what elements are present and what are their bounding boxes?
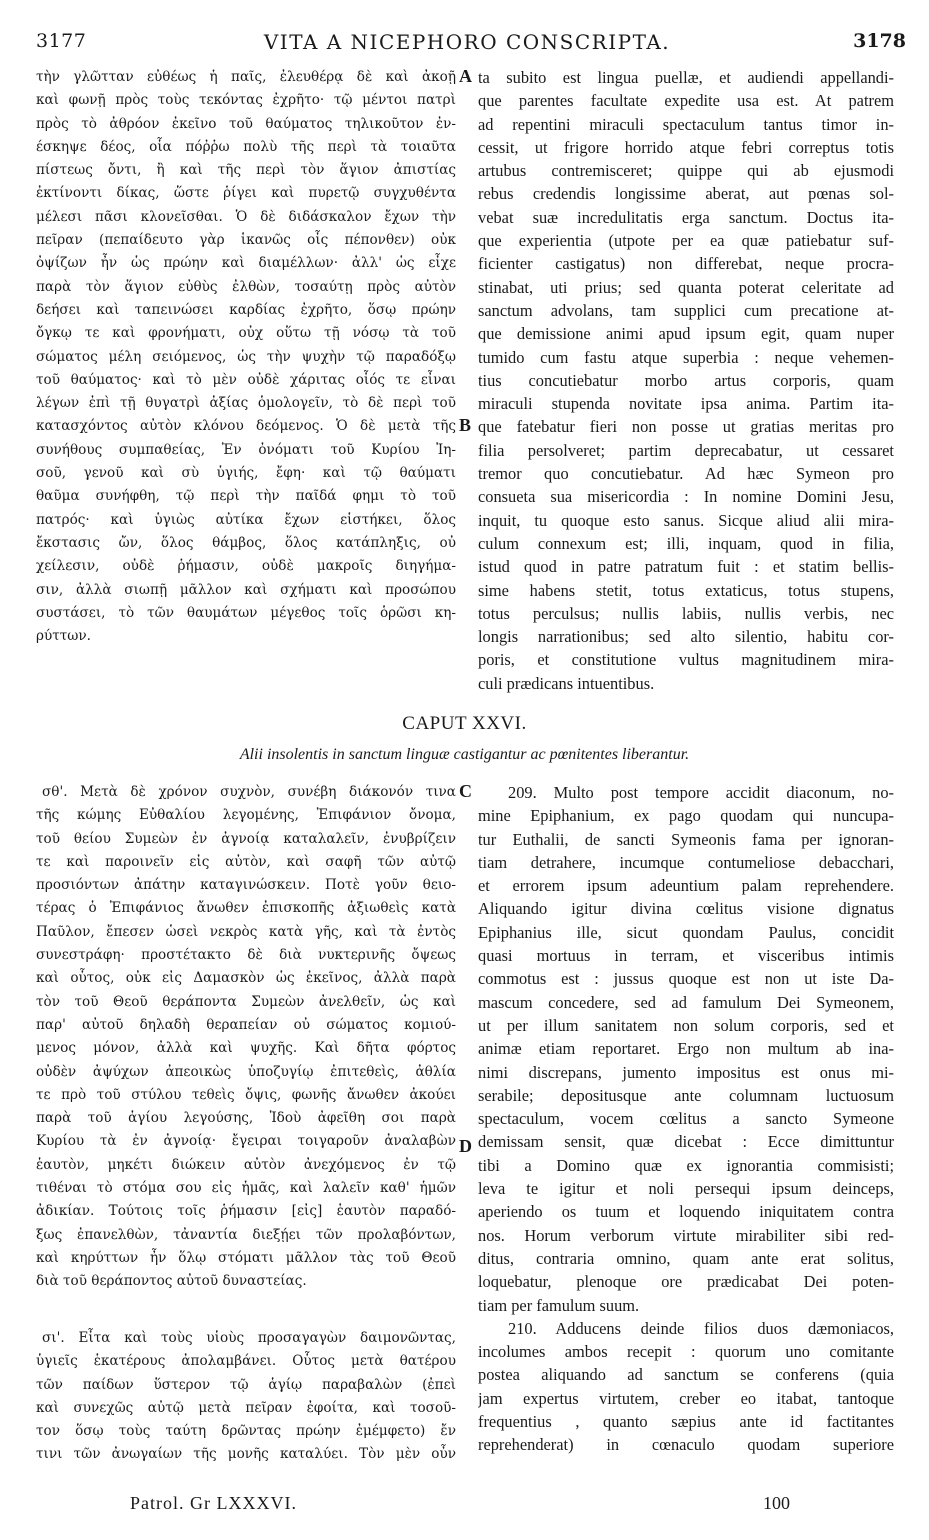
text-line: πεῖραν (πεπαίδευτο γὰρ ἱκανῶς οἷς πέπονθεν) οὐκ — [36, 232, 456, 249]
running-header — [28, 30, 906, 64]
text-line: Κυρίου τὰ ἐν ἀγνοίᾳ· ἔγειραι τοιγαροῦν ἀναλαβὼν — [36, 1133, 456, 1150]
text-line: σι'. Εἶτα καὶ τοὺς υἱοὺς προσαγαγὼν δαιμονῶντας, — [42, 1330, 456, 1346]
text-line: consueta sua misericordia : In nomine Domini Jesu, — [478, 487, 894, 507]
text-line: ρύττων. — [36, 628, 91, 645]
text-line: οὐδὲν ἀψύχων ἀπεοικὼς ὑποζυγίῳ ἐπιτεθεὶς, ἀθλία — [36, 1063, 456, 1080]
text-line: loquebatur, plenoque ore prædicabat Dei poten- — [478, 1272, 894, 1292]
text-line: καὶ κηρύττων ἦν ὅλῳ στόματι μᾶλλον τὰς τοῦ Θεοῦ — [36, 1249, 456, 1266]
text-line: mine Epiphanium, ex pago quodam qui nuncupa- — [478, 806, 894, 826]
text-line: tiam per famulum suum. — [478, 1295, 640, 1315]
chapter-heading: CAPUT XXVI. — [402, 713, 527, 734]
text-line: τινι τῶν ἀνωγαίων τῆς μονῆς καταλύει. Τὸν μὲν οὖν — [36, 1446, 456, 1463]
text-line: συστάσει, τὸ τῶν θαυμάτων μέγεθος τοῖς ὁρῶσι κη- — [36, 604, 456, 621]
text-line: παρ' αὐτοῦ δηλαδὴ θεραπείαν οὐ σώματος κομιού- — [36, 1016, 456, 1033]
text-line: πίστεως ὄντι, ἢ καὶ τῆς περὶ τὸν ἅγιον ἀπιστίας — [36, 162, 456, 179]
text-line: ficienter castigatus) non differebat, neque procra- — [478, 254, 894, 274]
text-line: miraculi stupenda novitate ipsa anima. Partim ita- — [478, 394, 894, 414]
text-line: παρὰ τοῦ ἁγίου λεγούσης, Ἰδοὺ ἀφεῖθη σοι παρὰ — [36, 1110, 456, 1127]
text-line: longis narrationibus; sed alto silentio, habitu cor- — [478, 627, 894, 647]
text-line: ἀδικίαν. Τούτοις τοῖς ῥήμασιν [εἰς] ἑαυτὸν παραδό- — [36, 1203, 456, 1220]
text-line: ἑαυτὸν, μηκέτι διώκειν αὐτὸν ἀνεχόμενος ἐν τῷ — [36, 1156, 456, 1173]
text-line: leva te igitur et noli persequi ipsum deinceps, — [478, 1179, 894, 1199]
text-line: τε πρὸ τοῦ στύλου τεθεὶς ὄψις, φωνῆς ἄνωθεν ἀκούει — [36, 1086, 456, 1103]
text-line: σιν, ἀλλὰ σιωπῇ μᾶλλον καὶ σχήματι καὶ προσώπου — [36, 581, 456, 598]
text-line: διὰ τοῦ θεράποντος αὐτοῦ δυναστείας. — [36, 1273, 307, 1290]
text-line: λέγων ἐπὶ τῇ θυγατρὶ ἀξίας ὁμολογεῖν, τὸ δὲ περὶ τοῦ — [36, 395, 456, 412]
text-line: et errorem ipsum adeuntium palam reprehendere. — [478, 876, 894, 896]
text-line: que fatebatur fieri non posse ut gratias meritas pro — [478, 417, 894, 437]
text-line: tiam detrahere, incumque contumeliose debacchari, — [478, 852, 894, 872]
right-column-number: 3178 — [853, 30, 906, 52]
text-line: tumido cum fastu atque superbia : neque vehemen- — [478, 347, 894, 367]
text-line: serabile; depositusque ante columnam luctuosum — [478, 1085, 894, 1105]
text-line: sime habens stetit, totus extaticus, totus stupens, — [478, 580, 894, 600]
text-line: τέρας ὁ Ἐπιφάνιος ἄνωθεν ἐπισκοπῆς ἀξιωθεὶς κατὰ — [36, 900, 456, 917]
margin-marker-b: B — [459, 415, 472, 435]
text-line: demissam sensit, quæ dicebat : Ecce dimittuntur — [478, 1132, 894, 1152]
text-line: τοῦ θαύματος· καὶ τὸ μὲν οὐδὲ χάριτας οἷός τε εἶναι — [36, 371, 456, 388]
text-line: istud quod in patre patratum fuit : et statim bellis- — [478, 557, 894, 577]
latin-column-bottom — [478, 781, 894, 1457]
text-line: ξως ἐπανελθὼν, τἀναντία διεξῄει τῶν προλαβόντων, — [36, 1226, 456, 1243]
text-line: artubus contremisceret; quippe qui ab ejusmodi — [478, 161, 894, 181]
text-line: frequentius , quanto sæpius ante id factitantes — [478, 1412, 894, 1432]
text-line: ὄγκῳ τε καὶ φρονήματι, οὐχ οὕτω τῇ νόσῳ τὰ τοῦ — [36, 325, 456, 342]
text-line: que parentes facultate expedite usa est. At patrem — [478, 91, 894, 111]
text-line: καὶ φωνῇ πρὸς τοὺς τεκόντας ἐχρῆτο· τῷ μέντοι πατρὶ — [36, 92, 456, 109]
text-line: 209. Multo post tempore accidit diaconum, no- — [508, 783, 894, 802]
margin-marker-d: D — [459, 1136, 472, 1156]
text-line: inquit, tu quoque esto sanus. Sicque aliud alii mira- — [478, 510, 894, 530]
latin-column-top — [478, 66, 894, 695]
text-line: stinabat, uti prius; sed quanta poterat celeritate ad — [478, 277, 894, 297]
text-line: Epiphanius ille, sicut quondam Paulus, concidit — [478, 922, 894, 942]
text-line: ditus, contraria omnino, quam ante erat solitus, — [478, 1248, 894, 1268]
text-line: δεήσει καὶ ταπεινώσει καρδίας ἐχρῆτο, ὅσῳ πρώην — [36, 301, 456, 318]
text-line: filia persolveret; partim deprecabatur, ut cessaret — [478, 440, 894, 460]
text-line: σώματος μέλη σειόμενος, ὡς τὴν ψυχὴν τῷ παραδόξῳ — [36, 348, 456, 365]
text-line: έσκηψε δέος, οἷα πόῤῥω πολὺ τῆς περὶ τὰ τοιαῦτα — [36, 138, 456, 155]
text-line: culi prædicans intuentibus. — [478, 673, 655, 693]
text-line: θαῦμα συνήφθη, τῷ περὶ τὴν παῖδά φημι τὸ τοῦ — [36, 488, 456, 505]
text-line: tremor quo concutiebatur. Ad hæc Symeon pro — [478, 464, 894, 484]
text-line: vebat suæ incredulitatis erga sanctum. Doctus ita- — [478, 207, 894, 227]
text-line: Aliquando igitur divina cœlitus visione dignatus — [478, 899, 894, 919]
text-line: mascum concedere, sed ad famulum Dei Symeonem, — [478, 992, 894, 1012]
text-line: tibi a Domino quæ ex ignorantia commisisti; — [478, 1155, 894, 1175]
text-line: τῶν παίδων ὕστερον τῷ ἁγίῳ παραβαλὼν (ἐπεὶ — [36, 1376, 456, 1393]
text-line: χείλεσιν, οὐδὲ ῥήμασιν, οὐδὲ μακροῖς διηγήμα- — [36, 558, 456, 575]
text-line: ad repentini miraculi spectaculum tantus timor in- — [478, 114, 894, 134]
text-line: spectaculum, vocem cœlitus a sancto Symeone — [478, 1109, 894, 1129]
margin-marker-c: C — [459, 781, 472, 801]
text-line: σθ'. Μετὰ δὲ χρόνον συχνὸν, συνέβη διάκονόν τινα — [42, 784, 456, 800]
margin-marker-a: A — [459, 66, 472, 86]
text-line: que demissione animi apud ipsum egit, quam nuper — [478, 324, 894, 344]
text-line: τε καὶ παροινεῖν εἰς αὐτὸν, καὶ σαφῆ τῶν αὐτῷ — [36, 853, 456, 870]
footer-page-number: 100 — [763, 1493, 790, 1513]
text-line: Παῦλον, ἔπεσεν ὡσεὶ νεκρὸς κατὰ γῆς, καὶ τὰ ἐντὸς — [36, 923, 456, 940]
text-line: tius concutiebatur morbo artus corporis, quam — [478, 370, 894, 390]
text-line: συνήθους συμπαθείας, Ἐν ὀνόματι τοῦ Κυρίου Ἰη- — [36, 441, 456, 458]
text-line: jam expertus virtutem, creber eo itabat, tantoque — [478, 1388, 894, 1408]
text-line: σοῦ, γενοῦ καὶ σὺ ὑγιής, ἔφη· καὶ τῷ θαύματι — [36, 465, 456, 482]
text-line: reprehenderat) in cœnaculo quodam superiore — [478, 1435, 894, 1455]
greek-column-bottom-para-210 — [36, 1327, 456, 1467]
text-line: ἔκστασις ὤν, ὅλος θάμβος, ὅλος κατάπληξις, οὐ — [36, 534, 456, 551]
text-line: τιθέναι τὸ στόμα σου εἰς ἡμᾶς, καὶ λαλεῖν καθ' ἡμῶν — [36, 1180, 456, 1197]
running-title: VITA A NICEPHORO CONSCRIPTA. — [263, 30, 671, 54]
text-line: que experientia (utpote per ea quæ patiebatur suf- — [478, 231, 894, 251]
text-line: animæ etiam reportaret. Ergo non multum ab ina- — [478, 1039, 894, 1059]
text-line: ἐκτίνοντι δίκας, ὥστε ῥίγει καὶ πυρετῷ συγχυθέντα — [36, 185, 456, 202]
left-column-number: 3177 — [36, 30, 87, 52]
text-line: πατρός· καὶ ὑγιὼς αὐτίκα ἔχων εἱστήκει, ὅλος — [36, 511, 456, 528]
text-line: τοῦ θείου Συμεὼν ἐν ἀγνοίᾳ καταλαλεῖν, ἐνυβρίζειν — [36, 830, 456, 847]
text-line: καὶ συνεχῶς αὐτῷ μετὰ πεῖραν ἐφοίτα, καὶ τοσοῦ- — [36, 1399, 456, 1416]
text-line: cessit, ut frigore horrido atque febri correptus totis — [478, 137, 894, 157]
chapter-summary: Alii insolentis in sanctum linguæ castigantur ac pœnitentes liberantur. — [239, 746, 690, 763]
text-line: προσιόντων ἀπάτην καταγινώσκειν. Ποτὲ γοῦν θειο- — [36, 877, 456, 894]
greek-column-bottom-para-209 — [36, 781, 456, 1294]
text-line: συνεστράφη· προστέτακτο δὲ διὰ νυκτερινῆς ὄψεως — [36, 947, 456, 964]
text-line: παρὰ τὸν ἅγιον εὐθὺς ἐλθὼν, τοσαύτῃ πρὸς αὐτὸν — [36, 278, 456, 295]
text-line: nimi discrepans, jumento impositus est onus mi- — [478, 1062, 894, 1082]
text-line: ὀψίζων ἦν ὡς πρώην καὶ διαμέλλων· ἀλλ' ὡς εἶχε — [36, 255, 456, 272]
text-line: τὴν γλῶτταν εὐθέως ἡ παῖς, ἐλευθέρᾳ δὲ καὶ ἀκοῇ — [36, 69, 456, 85]
text-line: μέλεσι πᾶσι κλονεῖσθαι. Ὁ δὲ διδάσκαλον ἔχων τὴν — [36, 208, 456, 225]
text-line: καὶ οὗτος, οὐκ εἰς Δαμασκὸν ὡς ἐκεῖνος, ἀλλὰ παρὰ — [36, 970, 456, 987]
text-line: nos. Horum verborum virtute mirabiliter sibi red- — [478, 1225, 894, 1245]
text-line: πρὸς τὸ ἀθρόον ἐκεῖνο τοῦ θαύματος τηλικοῦτον ἐν- — [36, 115, 456, 132]
text-line: culum connexum est; illi, inquam, quod in filia, — [478, 533, 894, 553]
text-line: τὸν τοῦ Θεοῦ θεράποντα Συμεὼν ἀνελθεῖν, ὡς καὶ — [36, 993, 456, 1010]
text-line: 210. Adducens deinde filios duos dæmoniacos, — [508, 1318, 894, 1338]
text-line: commotus est : jussus quoque est non ut iste Da- — [478, 969, 894, 989]
text-line: totus perculsus; nullis labiis, nullis verbis, nec — [478, 603, 894, 623]
text-line: aperiendo os tuum et loquendo iniquitatem contra — [478, 1202, 894, 1222]
text-line: μενος μόνον, ἀλλὰ καὶ ψυχῆς. Καὶ δῆτα φόρτος — [36, 1040, 456, 1057]
text-line: κατασχόντος αὐτὸν κλόνου δεόμενος. Ὁ δὲ μετὰ τῆς — [36, 418, 456, 435]
text-line: sanctum advolans, tam supplici cum precatione at- — [478, 300, 894, 320]
text-line: rebus credendis longissime aberat, aut pœnas sol- — [478, 184, 894, 204]
text-line: τῆς κώμης Εὐθαλίου λεγομένης, Ἐπιφάνιον ὄνομα, — [36, 807, 456, 824]
text-line: τον ὅσῳ τοὺς ταύτη δρῶντας πρώην ἐμέμφετο) ἔν — [36, 1423, 456, 1440]
text-line: ὑγιεῖς ἑκατέρους ἀπολαμβάνει. Οὗτος μετὰ θατέρου — [36, 1353, 456, 1370]
text-line: poris, et constitutione vultus magnitudinem mira- — [478, 650, 894, 670]
text-line: ut per illum sanitatem non solum corporis, sed et — [478, 1015, 894, 1035]
text-line: quasi mortuus in terram, et visceribus intimis — [478, 946, 894, 966]
text-line: ta subito est lingua puellæ, et audiendi appellandi- — [478, 68, 894, 87]
footer-series-label: Patrol. Gr LXXXVI. — [130, 1493, 297, 1513]
greek-column-top — [36, 66, 456, 648]
text-line: postea aliquando ad sanctum se conferens (quia — [478, 1365, 894, 1385]
text-line: incolumes ambos recepit : quorum uno comitante — [478, 1342, 894, 1362]
text-line: tur Euthalii, de sancti Symeonis fama per ignoran- — [478, 829, 894, 849]
